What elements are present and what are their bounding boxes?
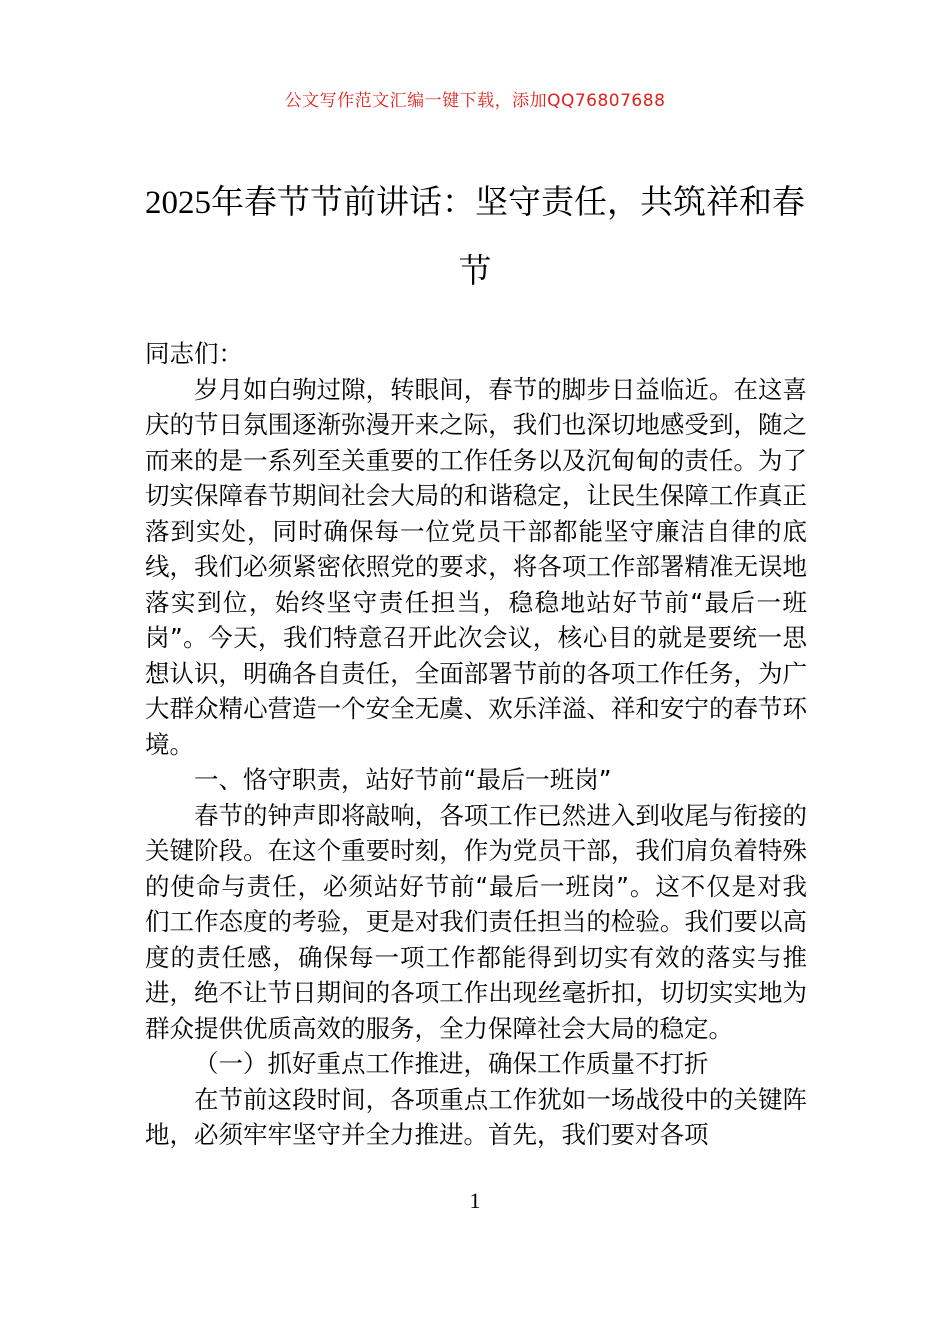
- document-body: [145, 336, 807, 1153]
- subsection-heading-1: （一）抓好重点工作推进，确保工作质量不打折: [194, 1049, 709, 1078]
- title-year: 2025: [145, 185, 211, 221]
- title-text: 年春节节前讲话：坚守责任，共筑祥和春节: [211, 182, 805, 290]
- section-heading-1: 一、恪守职责，站好节前“最后一班岗”: [194, 765, 612, 794]
- page-number: 1: [469, 1188, 481, 1213]
- intro-paragraph: 岁月如白驹过隙，转眼间，春节的脚步日益临近。在这喜庆的节日氛围逐渐弥漫开来之际，我们也深切地感受到，随之而来的是一系列至关重要的工作任务以及沉甸甸的责任。为了切实保障春节期间社会大局的和谐稳定，让民生保障工作真正落到实处，同时确保每一位党员干部都能坚守廉洁自律的底线，我们必须紧密依照党的要求，将各项工作部署精准无误地落实到位，始终坚守责任担当，稳稳地站好节前“最后一班岗”。今天，我们特意召开此次会议，核心目的就是要统一思想认识，明确各自责任，全面部署节前的各项工作任务，为广大群众精心营造一个安全无虞、欢乐洋溢、祥和安宁的春节环境。: [145, 374, 807, 759]
- download-banner[interactable]: 公文写作范文汇编一键下载，添加QQ76807688: [284, 91, 666, 111]
- section-1-paragraph: 春节的钟声即将敲响，各项工作已然进入到收尾与衔接的关键阶段。在这个重要时刻，作为党员干部，我们肩负着特殊的使命与责任，必须站好节前“最后一班岗”。这不仅是对我们工作态度的考验，更是对我们责任担当的检验。我们要以高度的责任感，确保每一项工作都能得到切实有效的落实与推进，绝不让节日期间的各项工作出现丝毫折扣，切切实实地为群众提供优质高效的服务，全力保障社会大局的稳定。: [145, 800, 807, 1043]
- subsection-1-paragraph: 在节前这段时间，各项重点工作犹如一场战役中的关键阵地，必须牢牢坚守并全力推进。首先，我们要对各项: [145, 1084, 807, 1149]
- salutation: 同志们：: [145, 339, 243, 368]
- document-title: [145, 168, 805, 305]
